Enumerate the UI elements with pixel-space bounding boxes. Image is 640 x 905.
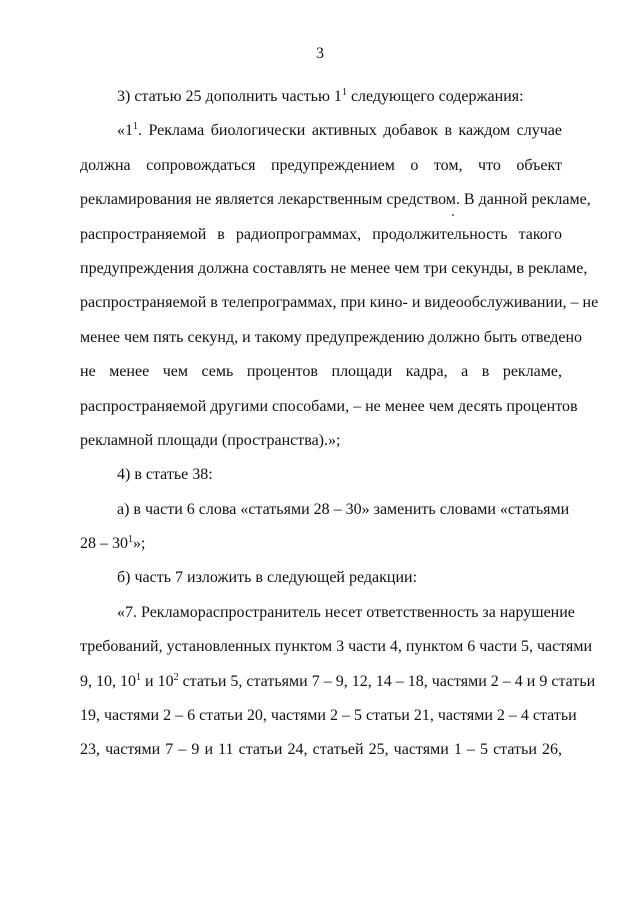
superscript: 1 [341,87,347,98]
text-line: распространяемой другими способами, – не менее чем десять процентов [80,397,578,415]
text-line: «$1^1$. Реклама биологически активных добавок в каждом случае [117,121,562,140]
text-line: 9, 10, $10^1$ и $10^2$ статьи 5, статьями 7 – 9, 12, 14 – 18, частями 2 – 4 и 9 статьи [80,671,596,690]
text-line: 19, частями 2 – 6 статьи 20, частями 2 – 5 статьи 21, частями 2 – 4 статьи [80,707,577,725]
text-line: «7. Рекламораспространитель несет ответственность за нарушение [117,603,575,621]
page-number: 3 [316,45,324,62]
text-line: не менее чем семь процентов площади кадра, а в рекламе, [80,363,562,381]
text-line: распространяемой в телепрограммах, при кино- и видеообслуживании, – не [80,294,599,312]
superscript: 2 [173,671,179,683]
text-line: предупреждения должна составлять не менее чем три секунды, в рекламе, [80,259,588,277]
text-line: распространяемой в радиопрограммах, продолжительность такого [80,225,562,243]
text-line: 4) в статье 38: [117,466,213,484]
text-line: требований, установленных пунктом 3 части 4, пунктом 6 части 5, частями [80,638,593,656]
text-line: рекламирования не является лекарственным средством. В данной рекламе, [80,191,591,209]
body-text [80,80,599,768]
text-line: 3) статью 25 дополнить частью $1^1$ следующего содержания: [117,87,524,105]
text-line: должна сопровождаться предупреждением о том, что объект [80,156,562,174]
superscript: 1 [133,121,138,133]
superscript: 1 [136,671,141,683]
text-line: менее чем пять секунд, и такому предупреждению должно быть отведено [80,328,583,346]
superscript: 1 [128,534,133,546]
text-line: $28 - 30^1$»; [80,534,146,553]
text-line: рекламной площади (пространства).»; [80,431,341,449]
text-line: б) часть 7 изложить в следующей редакции: [117,569,418,587]
text-line: а) в части 6 слова «статьями 28 – 30» заменить словами «статьями [117,500,570,518]
text-line: 23, частями 7 – 9 и 11 статьи 24, статьей 25, частями 1 – 5 статьи 26, [80,741,562,759]
